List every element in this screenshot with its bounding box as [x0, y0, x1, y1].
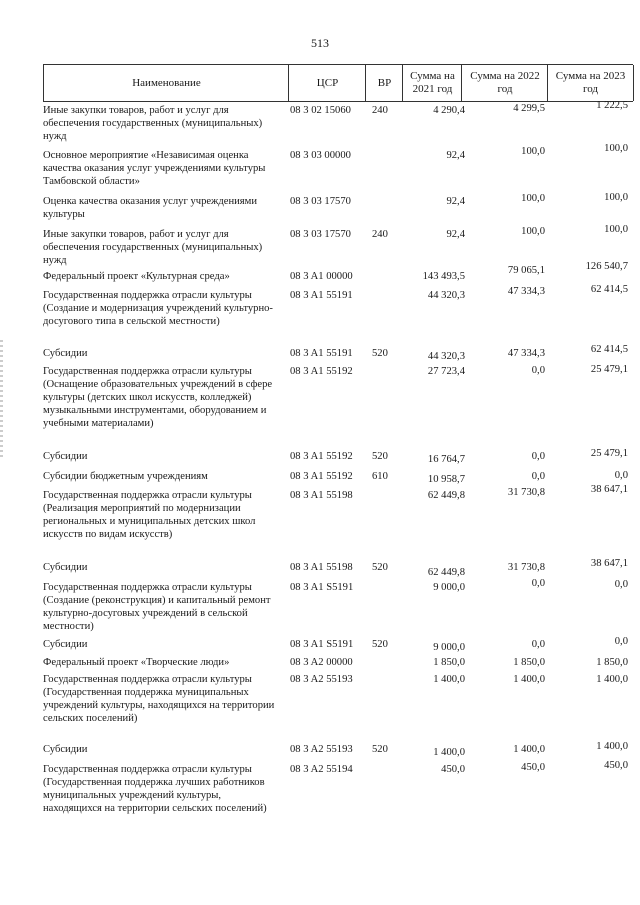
row-sum-2022: 0,0	[531, 365, 545, 376]
page-number: 513	[311, 36, 329, 50]
row-vr: 520	[372, 639, 388, 650]
row-sum-2021: 27 723,4	[427, 366, 465, 377]
row-sum-2022: 0,0	[531, 451, 545, 462]
row-sum-2021: 92,4	[446, 229, 465, 240]
row-sum-2023: 100,0	[604, 224, 628, 235]
row-sum-2022: 4 299,5	[513, 103, 545, 114]
row-name: Субсидии	[43, 562, 88, 573]
row-sum-2023: 0,0	[614, 579, 628, 590]
row-name: Государственная поддержка отрасли культуры (Создание и модернизация учреждений культурно-досугового типа в сельской местности)	[43, 290, 273, 327]
row-sum-2023: 25 479,1	[590, 448, 628, 459]
row-vr: 520	[372, 348, 388, 359]
header-sum-2022: Сумма на 2022 год	[461, 65, 548, 101]
row-sum-2022: 0,0	[531, 471, 545, 482]
row-sum-2022: 31 730,8	[507, 562, 545, 573]
row-sum-2023: 100,0	[604, 192, 628, 203]
row-csr: 08 3 A1 S5191	[290, 639, 354, 650]
row-sum-2021: 143 493,5	[422, 271, 465, 282]
row-csr: 08 3 A1 S5191	[290, 582, 354, 593]
row-sum-2022: 79 065,1	[507, 265, 545, 276]
row-name: Субсидии	[43, 451, 88, 462]
row-csr: 08 3 03 17570	[290, 196, 351, 207]
row-name: Государственная поддержка отрасли культуры (Реализация мероприятий по модернизации региональных и муниципальных детских школ искусств по видам искусств)	[43, 490, 256, 540]
row-sum-2021: 9 000,0	[433, 582, 465, 593]
row-sum-2022: 450,0	[521, 762, 545, 773]
row-sum-2022: 1 400,0	[513, 674, 545, 685]
row-sum-2021: 62 449,8	[427, 567, 465, 578]
row-sum-2023: 38 647,1	[590, 558, 628, 569]
row-name: Субсидии	[43, 639, 88, 650]
row-name: Субсидии	[43, 744, 88, 755]
row-vr: 520	[372, 744, 388, 755]
row-name: Иные закупки товаров, работ и услуг для обеспечения государственных (муниципальных) нужд	[43, 229, 263, 266]
row-vr: 610	[372, 471, 388, 482]
row-csr: 08 3 A1 55191	[290, 348, 353, 359]
row-vr: 520	[372, 451, 388, 462]
row-name: Субсидии бюджетным учреждениям	[43, 471, 208, 482]
row-sum-2021: 1 400,0	[433, 674, 465, 685]
row-name: Основное мероприятие «Независимая оценка качества оказания услуг учреждениями культуры Тамбовской области»	[43, 150, 266, 187]
row-sum-2023: 1 400,0	[596, 674, 628, 685]
row-vr: 240	[372, 105, 388, 116]
row-sum-2023: 62 414,5	[590, 344, 628, 355]
row-name: Оценка качества оказания услуг учреждениями культуры	[43, 196, 258, 220]
row-csr: 08 3 A2 55193	[290, 744, 353, 755]
row-sum-2021: 1 400,0	[433, 747, 465, 758]
row-sum-2023: 126 540,7	[585, 261, 628, 272]
row-sum-2021: 16 764,7	[427, 454, 465, 465]
row-name: Государственная поддержка отрасли культуры (Государственная поддержка лучших работников муниципальных учреждений культуры, находящихся на территории сельских поселений)	[43, 764, 267, 814]
row-sum-2021: 92,4	[446, 150, 465, 161]
row-sum-2023: 25 479,1	[590, 364, 628, 375]
row-name: Субсидии	[43, 348, 88, 359]
row-name: Федеральный проект «Творческие люди»	[43, 657, 230, 668]
row-sum-2021: 4 290,4	[433, 105, 465, 116]
row-sum-2022: 1 400,0	[513, 744, 545, 755]
row-name: Государственная поддержка отрасли культуры (Оснащение образовательных учреждений в сфере культуры (детских школ искусств, колледжей) музыкальными инструментами, оборудованием и учебными материалами)	[43, 366, 273, 429]
row-vr: 520	[372, 562, 388, 573]
row-csr: 08 3 A1 55198	[290, 490, 353, 501]
row-sum-2023: 62 414,5	[590, 284, 628, 295]
row-sum-2023: 1 850,0	[596, 657, 628, 668]
row-name: Государственная поддержка отрасли культуры (Создание (реконструкция) и капитальный ремонт культурно-досуговых учреждений в сельской местности)	[43, 582, 271, 632]
header-sum-2023: Сумма на 2023 год	[547, 65, 634, 101]
row-sum-2022: 47 334,3	[507, 286, 545, 297]
row-csr: 08 3 A1 55192	[290, 451, 353, 462]
row-sum-2023: 1 222,5	[596, 100, 628, 111]
row-sum-2022: 0,0	[531, 639, 545, 650]
row-sum-2023: 0,0	[614, 470, 628, 481]
row-sum-2022: 0,0	[531, 578, 545, 589]
row-sum-2021: 44 320,3	[427, 290, 465, 301]
row-csr: 08 3 A2 00000	[290, 657, 353, 668]
row-sum-2023: 0,0	[614, 636, 628, 647]
header-csr: ЦСР	[288, 65, 366, 101]
row-csr: 08 3 03 00000	[290, 150, 351, 161]
row-csr: 08 3 A1 55192	[290, 471, 353, 482]
row-vr: 240	[372, 229, 388, 240]
scan-margin-mark	[0, 340, 3, 460]
row-sum-2023: 450,0	[604, 760, 628, 771]
table-header	[43, 64, 633, 102]
header-name: Наименование	[43, 65, 289, 101]
row-sum-2021: 1 850,0	[433, 657, 465, 668]
header-vr: ВР	[365, 65, 403, 101]
row-sum-2023: 1 400,0	[596, 741, 628, 752]
row-csr: 08 3 A2 55193	[290, 674, 353, 685]
row-sum-2022: 47 334,3	[507, 348, 545, 359]
row-csr: 08 3 A1 55191	[290, 290, 353, 301]
row-sum-2021: 44 320,3	[427, 351, 465, 362]
row-csr: 08 3 03 17570	[290, 229, 351, 240]
row-sum-2021: 92,4	[446, 196, 465, 207]
row-csr: 08 3 A1 55192	[290, 366, 353, 377]
row-sum-2023: 38 647,1	[590, 484, 628, 495]
row-csr: 08 3 A1 00000	[290, 271, 353, 282]
row-sum-2023: 100,0	[604, 143, 628, 154]
row-sum-2022: 100,0	[521, 226, 545, 237]
row-sum-2021: 450,0	[441, 764, 465, 775]
row-csr: 08 3 02 15060	[290, 105, 351, 116]
row-name: Государственная поддержка отрасли культуры (Государственная поддержка муниципальных учреждений культуры, находящихся на территории сельских поселений)	[43, 674, 275, 724]
row-sum-2021: 10 958,7	[427, 474, 465, 485]
row-sum-2021: 62 449,8	[427, 490, 465, 501]
row-csr: 08 3 A2 55194	[290, 764, 353, 775]
row-sum-2022: 31 730,8	[507, 487, 545, 498]
row-sum-2022: 1 850,0	[513, 657, 545, 668]
row-csr: 08 3 A1 55198	[290, 562, 353, 573]
row-sum-2022: 100,0	[521, 146, 545, 157]
header-sum-2021: Сумма на 2021 год	[402, 65, 462, 101]
row-name: Федеральный проект «Культурная среда»	[43, 271, 230, 282]
row-sum-2022: 100,0	[521, 193, 545, 204]
row-sum-2021: 9 000,0	[433, 642, 465, 653]
row-name: Иные закупки товаров, работ и услуг для обеспечения государственных (муниципальных) нужд	[43, 105, 263, 142]
